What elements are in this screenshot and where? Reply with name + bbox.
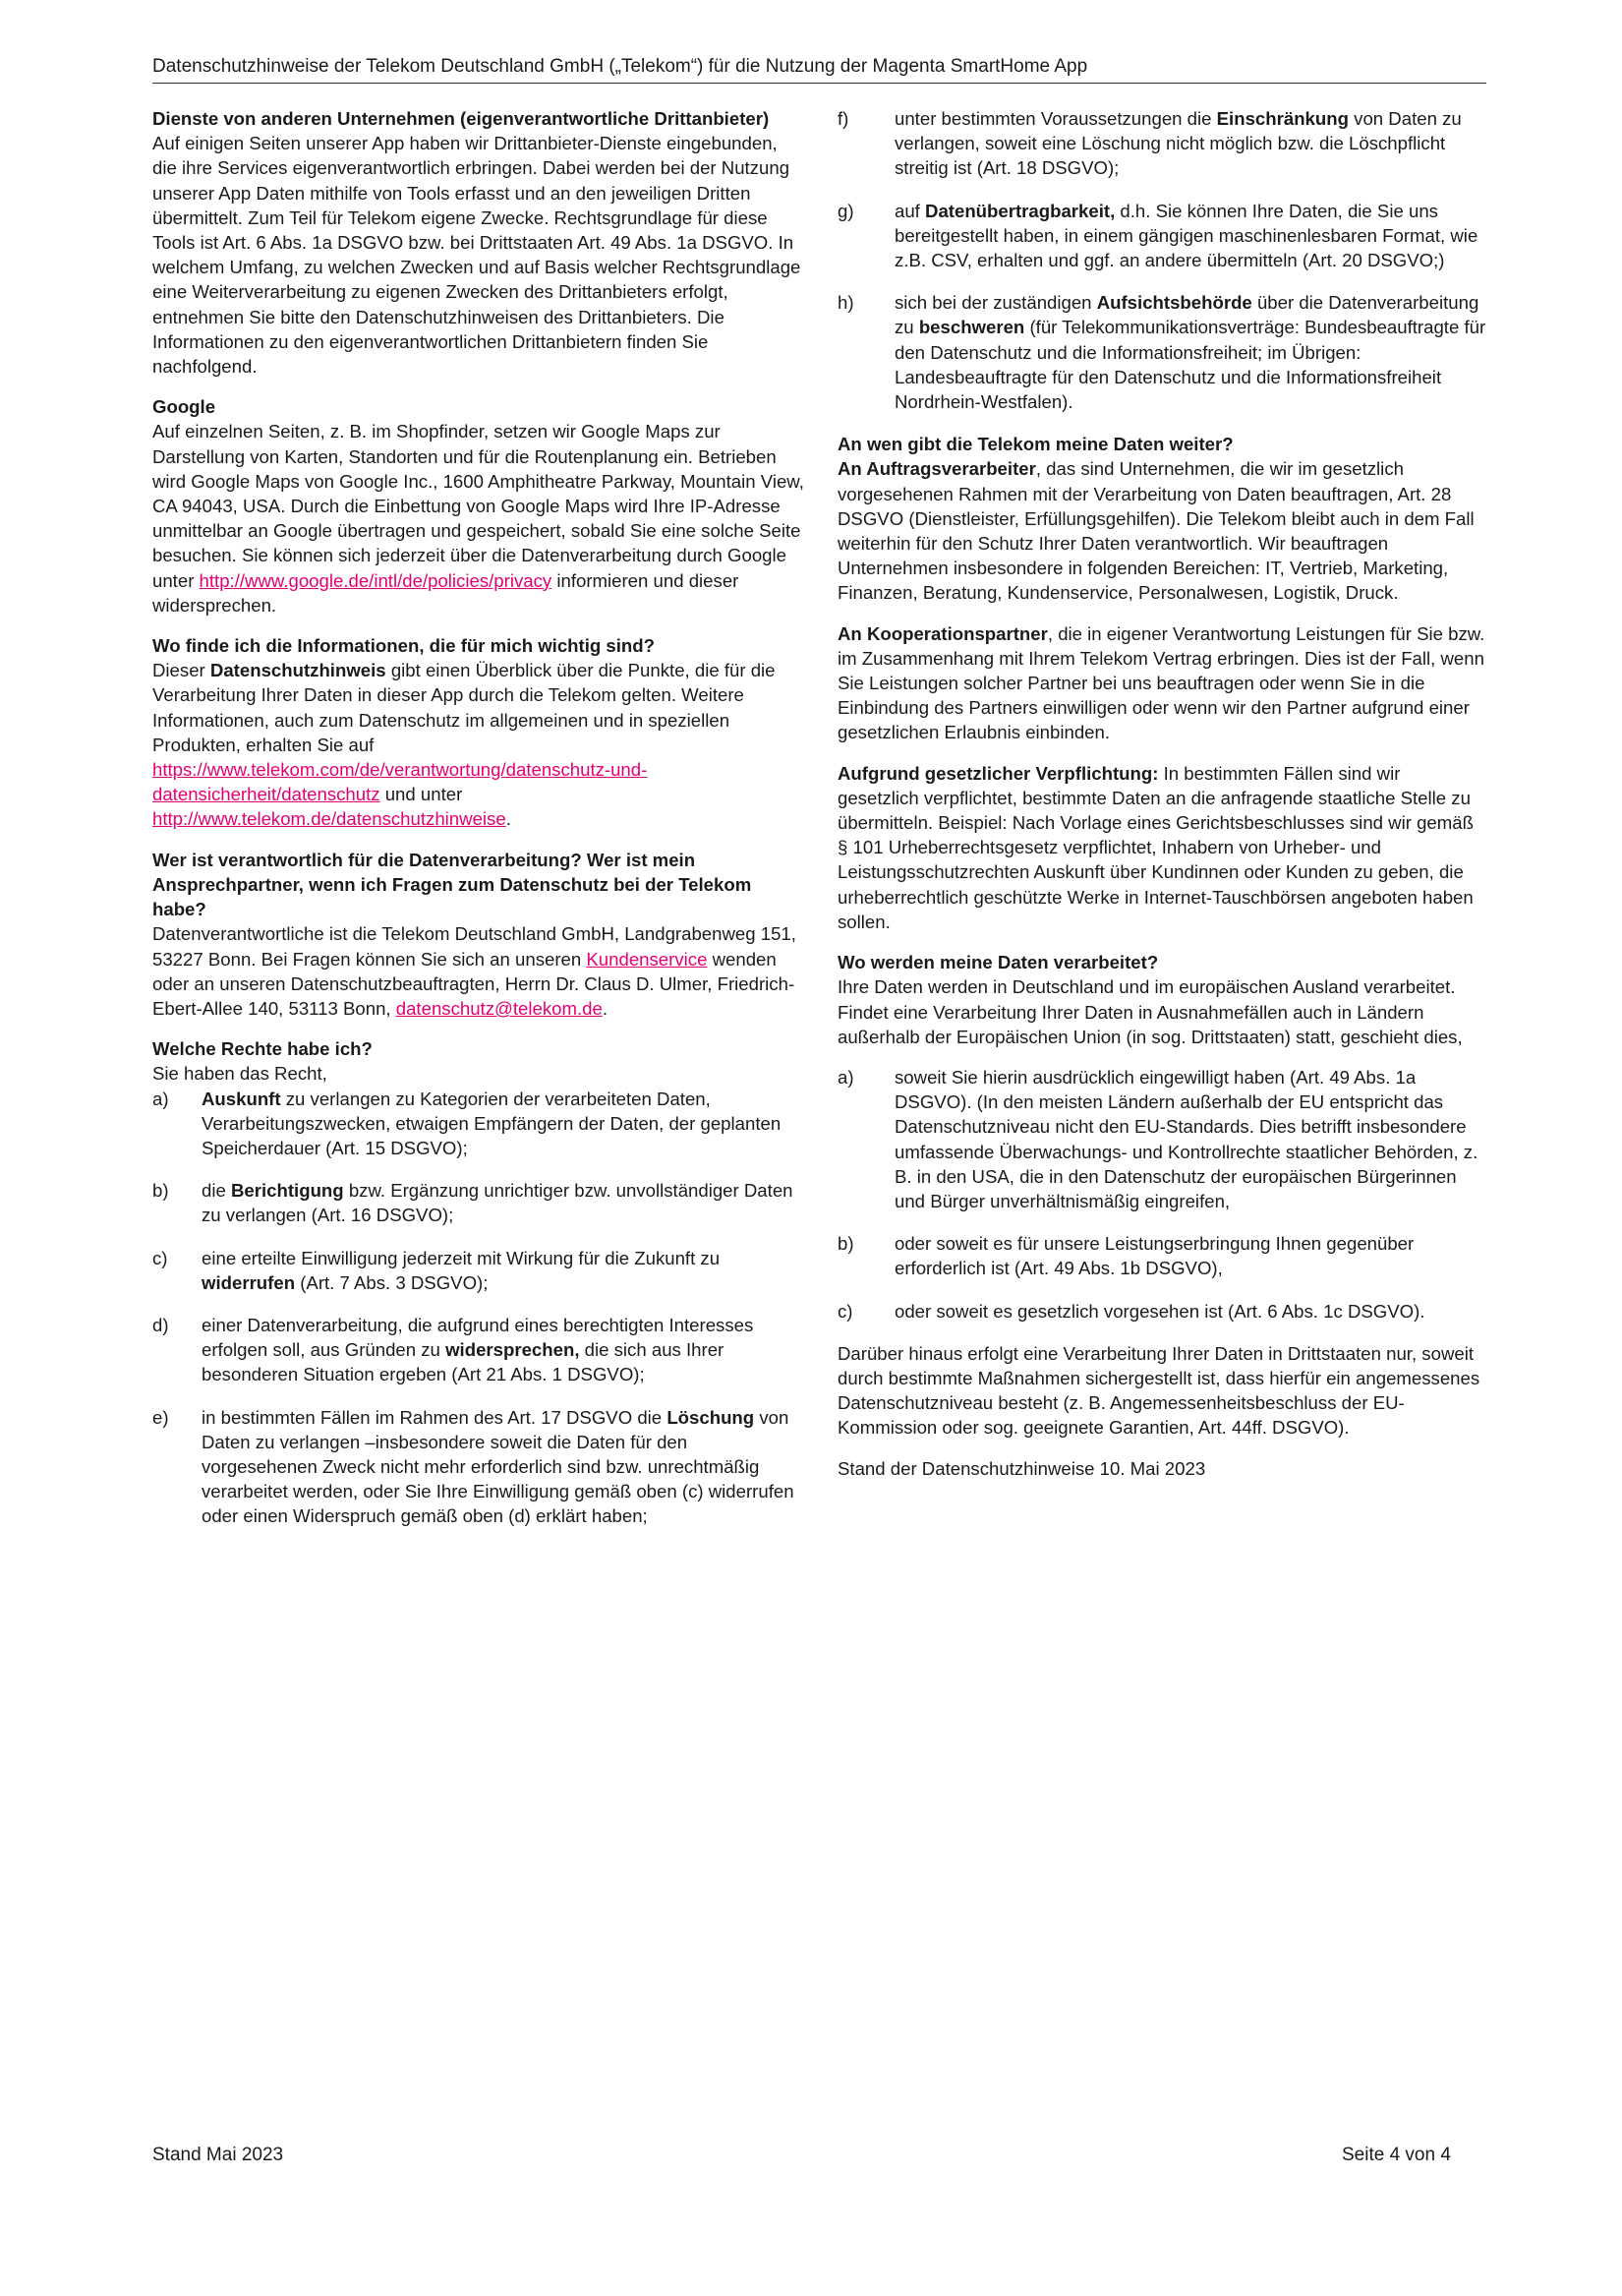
list-item-text: oder soweit es für unsere Leistungserbringung Ihnen gegenüber erforderlich ist (Art. 49 Abs. 1b DSGVO),: [895, 1233, 1415, 1279]
list-item-pre: unter bestimmten Voraussetzungen die: [895, 108, 1217, 129]
text-rechte-intro: Sie haben das Recht,: [152, 1063, 327, 1085]
list-item-bold: Auskunft: [202, 1088, 281, 1109]
list-marker: a): [152, 1088, 169, 1109]
text-verantwortlich: Datenverantwortliche ist die Telekom Deutschland GmbH, Landgrabenweg 151, 53227 Bonn. Bei Fragen können Sie sich an unseren: [152, 923, 796, 970]
list-item-text: [895, 199, 1486, 273]
list-item-mid: über die Datenverarbeitung zu: [895, 292, 1479, 338]
list-item-pre: sich bei der zuständigen: [895, 292, 1097, 314]
list-item-post: zu verlangen zu Kategorien der verarbeiteten Daten, Verarbeitungszwecken, etwaigen Empfängern der Daten, der geplanten Speicherdauer (Art. 15 DSGVO);: [202, 1088, 782, 1158]
list-item: [838, 1231, 1486, 1280]
text-paragraph: , die in eigener Verantwortung Leistungen für Sie bzw. im Zusammenhang mit Ihrem Telekom Vertrag erbringen. Dies ist der Fall, wenn Sie Leistungen solcher Partner bei uns beauftragen oder wenn Sie in die Einbindung des Partners einwilligen oder wenn wir den Partner aufgrund einer gesetzlichen Erlaubnis einbinden.: [838, 622, 1485, 743]
list-item-bold-2: beschweren: [918, 317, 1025, 338]
list-item-post: d.h. Sie können Ihre Daten, die Sie uns bereitgestellt haben, in einem gängigen maschinenlesbaren Format, wie z.B. CSV, erhalten und ggf. an andere übermitteln (Art. 20 DSGVO;): [895, 200, 1478, 271]
text-info: gibt einen Überblick über die Punkte, die für die Verarbeitung Ihrer Daten in dieser App durch die Telekom gelten. Weitere Informationen, auch zum Datenschutz im allgemeinen und in speziellen Produkten, erhalten Sie auf: [152, 660, 776, 755]
list-marker: f): [838, 108, 849, 129]
list-marker: c): [838, 1300, 853, 1322]
text-paragraph: , das sind Unternehmen, die wir im gesetzlich vorgesehenen Rahmen mit der Verarbeitung von Daten beauftragen, Art. 28 DSGVO (Dienstleister, Erfüllungsgehilfen). Die Telekom bleibt auch in dem Fall weiterhin für den Schutz Ihrer Daten verantwortlich. Wir beauftragen Unternehmen insbesondere in folgenden Bereichen: IT, Vertrieb, Marketing, Finanzen, Beratung, Kundenservice, Personalwesen, Logistik, Druck.: [838, 458, 1475, 604]
list-item: [152, 1313, 805, 1387]
text-verantwortlich-mid: wenden oder an unseren Datenschutzbeauftragten, Herrn Dr. Claus D. Ulmer, Friedrich-Ebert-Allee 140, 53113 Bonn,: [152, 948, 795, 1019]
list-item: [838, 1299, 1486, 1324]
list-item-bold: Löschung: [666, 1406, 755, 1428]
link-datenschutzhinweise[interactable]: http://www.telekom.de/datenschutzhinweise: [152, 808, 506, 830]
text-info-mid: und unter: [379, 784, 463, 805]
footer-page-number: Seite 4 von 4: [1342, 2145, 1451, 2165]
section-rechte: [152, 1036, 805, 1528]
heading-verarbeitungsort: Wo werden meine Daten verarbeitet?: [838, 952, 1159, 973]
heading-info: Wo finde ich die Informationen, die für mich wichtig sind?: [152, 635, 656, 657]
footer-date: Stand Mai 2023: [152, 2145, 284, 2165]
list-item-bold: Einschränkung: [1216, 108, 1349, 129]
text-stand-datenschutzhinweise: Stand der Datenschutzhinweise 10. Mai 2023: [838, 1457, 1206, 1479]
list-item-post: bzw. Ergänzung unrichtiger bzw. unvollständiger Daten zu verlangen (Art. 16 DSGVO);: [202, 1180, 793, 1226]
list-item-bold: Berichtigung: [230, 1180, 344, 1202]
list-marker: a): [838, 1066, 854, 1088]
text-info-end: .: [505, 808, 511, 830]
text-paragraph: In bestimmten Fällen sind wir gesetzlich verpflichtet, bestimmte Daten an die anfragende staatliche Stelle zu übermitteln. Beispiel: Nach Vorlage eines Gerichtsbeschlusses sind wir gemäß § 101 Urheberrechtsgesetz verpflichtet, Inhabern von Urheber- und Leistungsschutzrechten Auskunft über Kundinnen oder Kunden zu geben, die urheberrechtlich geschützte Werke in Internet-Tauschbörsen angeboten haben sollen.: [838, 762, 1474, 932]
text-bold: An Auftragsverarbeiter: [838, 458, 1036, 480]
list-item-post: von Daten zu verlangen –insbesondere soweit die Daten für den vorgesehenen Zweck nicht mehr erforderlich sind bzw. unrechtmäßig verarbeitet werden, oder Sie Ihre Einwilligung gemäß oben (c) widerrufen oder einen Widerspruch gemäß oben (d) erklärt haben;: [202, 1406, 794, 1527]
list-item: [152, 1178, 805, 1227]
link-kundenservice[interactable]: Kundenservice: [586, 948, 708, 970]
heading-drittanbieter: Dienste von anderen Unternehmen (eigenverantwortliche Drittanbieter): [152, 108, 770, 129]
section-drittanbieter: [152, 106, 805, 379]
paragraph-kooperationspartner: [838, 621, 1486, 745]
list-item-post: (für Telekommunikationsverträge: Bundesbeauftragte für den Datenschutz und die Informationsfreiheit; im Übrigen: Landesbeauftragte für den Datenschutz und die Informationsfreiheit Nordrhein-Westfalen).: [895, 317, 1486, 413]
text-bold: An Kooperationspartner: [838, 622, 1048, 644]
list-marker: d): [152, 1314, 169, 1335]
heading-weitergabe: An wen gibt die Telekom meine Daten weiter?: [838, 434, 1234, 455]
list-item-bold: widersprechen,: [445, 1339, 580, 1361]
list-item-text: [202, 1178, 805, 1227]
list-item: [838, 106, 1486, 181]
list-item-text: soweit Sie hierin ausdrücklich eingewilligt haben (Art. 49 Abs. 1a DSGVO). (In den meisten Ländern außerhalb der EU entspricht das Datenschutzniveau nicht den EU-Standards. Dies betrifft insbesondere umfassende Überwachungs- und Kontrollrechte staatlicher Behörden, z. B. in den USA, die in den Datenschutz der europäischen Bürgerinnen und Bürger unverhältnismäßig eingreifen,: [895, 1066, 1478, 1211]
list-item-text: oder soweit es gesetzlich vorgesehen ist (Art. 6 Abs. 1c DSGVO).: [895, 1300, 1425, 1322]
drittstaaten-list: [838, 1065, 1486, 1324]
list-item: [152, 1087, 805, 1161]
section-verarbeitungsort: [838, 950, 1486, 1481]
left-column: [152, 106, 805, 1547]
section-weitergabe: [838, 432, 1486, 934]
list-item: [152, 1405, 805, 1529]
list-item-text: [202, 1405, 805, 1529]
list-item-text: [895, 290, 1486, 414]
list-marker: e): [152, 1406, 169, 1428]
list-item-post: die sich aus Ihrer besonderen Situation ergeben (Art 21 Abs. 1 DSGVO);: [202, 1339, 724, 1385]
heading-rechte: Welche Rechte habe ich?: [152, 1038, 373, 1060]
list-item-text: [202, 1087, 805, 1161]
text-info-bold: Datenschutzhinweis: [209, 660, 386, 681]
list-item-pre: auf: [895, 200, 926, 221]
link-datenschutz-email[interactable]: datenschutz@telekom.de: [395, 997, 603, 1019]
list-marker: b): [152, 1180, 169, 1202]
paragraph-auftragsverarbeiter: [838, 456, 1486, 605]
list-item: [838, 290, 1486, 414]
list-item-pre: eine erteilte Einwilligung jederzeit mit Wirkung für die Zukunft zu: [202, 1247, 721, 1268]
list-item-bold: widerrufen: [202, 1271, 296, 1293]
text-verantwortlich-end: .: [602, 997, 608, 1019]
text-info-pre: Dieser: [152, 660, 210, 681]
list-item-pre: einer Datenverarbeitung, die aufgrund eines berechtigten Interesses erfolgen soll, aus Gründen zu: [202, 1314, 754, 1361]
section-verantwortlich: [152, 848, 805, 1021]
list-marker: g): [838, 200, 854, 221]
list-item-pre: die: [202, 1180, 231, 1202]
link-telekom-datenschutz[interactable]: https://www.telekom.com/de/verantwortung/datenschutz-und-datensicherheit/datenschutz: [152, 759, 648, 805]
list-item-text: [202, 1246, 805, 1295]
list-marker: c): [152, 1247, 168, 1268]
list-marker: h): [838, 292, 854, 314]
text-verarbeitungsort-outro: Darüber hinaus erfolgt eine Verarbeitung Ihrer Daten in Drittstaaten nur, soweit durch bestimmte Maßnahmen sichergestellt ist, dass hierfür ein angemessenes Datenschutzniveau besteht (z. B. Angemessenheitsbeschluss der EU-Kommission oder sog. geeignete Garantien, Art. 44ff. DSGVO).: [838, 1342, 1480, 1439]
section-info: [152, 633, 805, 832]
right-column: [838, 106, 1486, 1497]
list-item-text: [895, 106, 1486, 181]
rechte-list-continued: [838, 106, 1486, 414]
list-marker: b): [838, 1233, 854, 1255]
document-header: Datenschutzhinweise der Telekom Deutschland GmbH („Telekom“) für die Nutzung der Magenta SmartHome App: [152, 55, 1486, 84]
list-item-post: von Daten zu verlangen, soweit eine Löschung nicht möglich bzw. die Löschpflicht streitig ist (Art. 18 DSGVO);: [895, 108, 1462, 179]
list-item-bold: Aufsichtsbehörde: [1096, 292, 1252, 314]
list-item: [838, 1065, 1486, 1213]
heading-google: Google: [152, 396, 216, 418]
text-google: Auf einzelnen Seiten, z. B. im Shopfinder, setzen wir Google Maps zur Darstellung von Karten, Standorten und für die Routenplanung ein. Betrieben wird Google Maps von Google Inc., 1600 Amphitheatre Parkway, Mountain View, CA 94043, USA. Durch die Einbettung von Google Maps wird Ihre IP-Adresse unmittelbar an Google übertragen und gespeichert, sobald Sie eine solche Seite besuchen. Sie können sich jederzeit über die Datenverarbeitung durch Google unter: [152, 421, 804, 591]
text-bold: Aufgrund gesetzlicher Verpflichtung:: [838, 762, 1159, 784]
section-google: [152, 394, 805, 618]
list-item-pre: in bestimmten Fällen im Rahmen des Art. 17 DSGVO die: [202, 1406, 667, 1428]
heading-verantwortlich: Wer ist verantwortlich für die Datenverarbeitung? Wer ist mein Ansprechpartner, wenn ich Fragen zum Datenschutz bei der Telekom habe?: [152, 849, 752, 920]
link-google-privacy[interactable]: http://www.google.de/intl/de/policies/privacy: [199, 569, 552, 591]
text-verarbeitungsort-intro: Ihre Daten werden in Deutschland und im europäischen Ausland verarbeitet. Findet eine Verarbeitung Ihrer Daten in Ausnahmefällen auch in Ländern außerhalb der Europäischen Union (in sog. Drittstaaten) statt, geschieht dies,: [838, 976, 1463, 1047]
list-item-bold: Datenübertragbarkeit,: [925, 200, 1116, 221]
list-item: [838, 199, 1486, 273]
list-item: [152, 1246, 805, 1295]
list-item-post: (Art. 7 Abs. 3 DSGVO);: [295, 1271, 489, 1293]
list-item-text: [202, 1313, 805, 1387]
text-drittanbieter: Auf einigen Seiten unserer App haben wir Drittanbieter-Dienste eingebunden, die ihre Services eigenverantwortlich erbringen. Dabei werden bei der Nutzung unserer App Daten mithilfe von Tools erfasst und an den jeweiligen Dritten übermittelt. Zum Teil für Telekom eigene Zwecke. Rechtsgrundlage für diese Tools ist Art. 6 Abs. 1a DSGVO bzw. bei Drittstaaten Art. 49 Abs. 1a DSGVO. In welchem Umfang, zu welchen Zwecken und auf Basis welcher Rechtsgrundlage eine Weiterverarbeitung zu eigenen Zwecken des Drittanbieters erfolgt, entnehmen Sie bitte den Datenschutzhinweisen des Drittanbieters. Die Informationen zu den eigenverantwortlichen Drittanbietern finden Sie nachfolgend.: [152, 133, 801, 378]
rechte-list: [152, 1087, 805, 1529]
paragraph-verpflichtung: [838, 761, 1486, 934]
text-google-after: informieren und dieser widersprechen.: [152, 569, 739, 616]
